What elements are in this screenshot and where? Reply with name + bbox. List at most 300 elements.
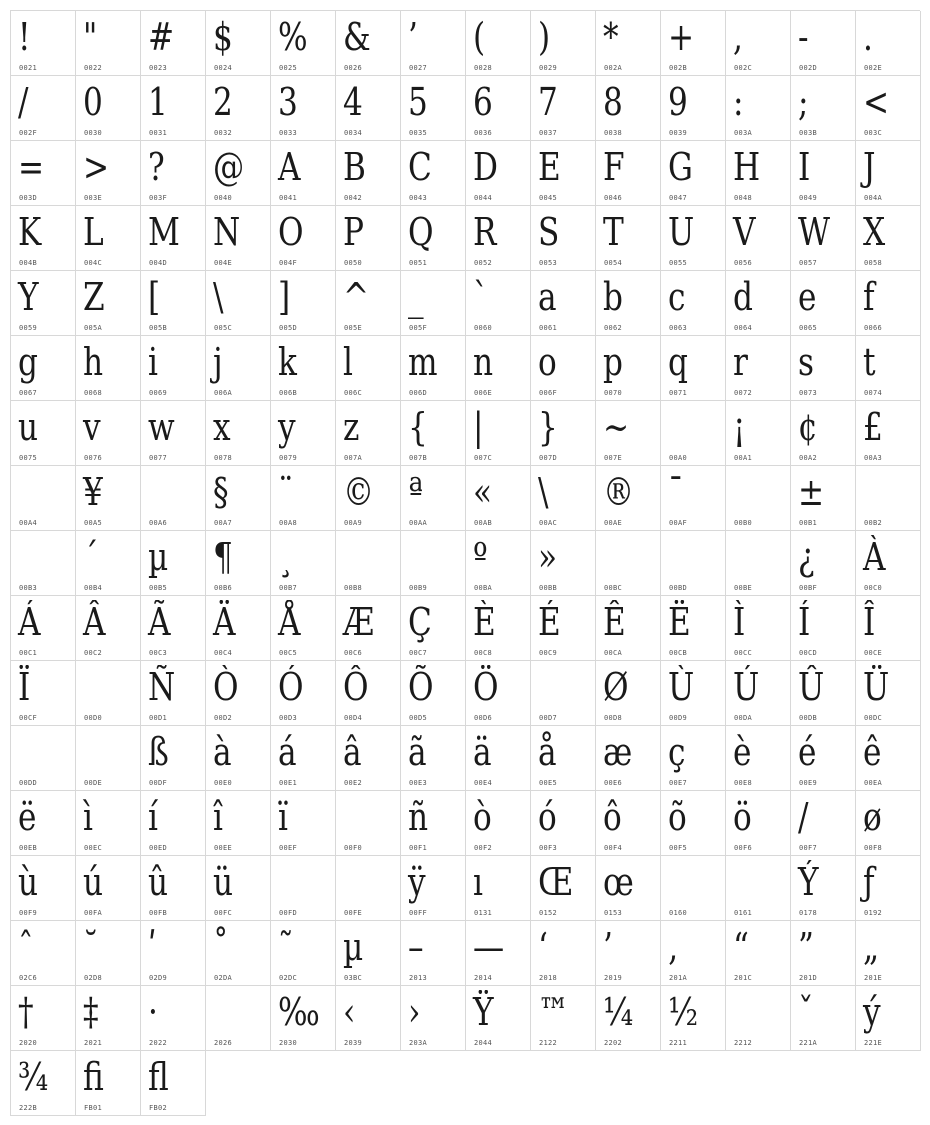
glyph-cell [791, 141, 856, 206]
glyph-cell [596, 11, 661, 76]
glyph-cell [726, 986, 791, 1051]
glyph-character: Y [18, 275, 39, 319]
glyph-character: È [473, 600, 496, 644]
glyph-codepoint: 006B [279, 389, 298, 397]
glyph-codepoint: 02DA [214, 974, 233, 982]
glyph-cell [336, 401, 401, 466]
glyph-character: ) [538, 15, 551, 59]
glyph-codepoint: 004B [19, 259, 38, 267]
glyph-codepoint: 02D9 [149, 974, 168, 982]
glyph-codepoint: 0076 [84, 454, 103, 462]
glyph-character: „ [863, 925, 880, 969]
glyph-character: í [148, 795, 158, 839]
glyph-cell [141, 986, 206, 1051]
glyph-codepoint: 00B3 [19, 584, 38, 592]
glyph-codepoint: 0052 [474, 259, 493, 267]
glyph-codepoint: 006F [539, 389, 558, 397]
glyph-cell [531, 791, 596, 856]
glyph-cell [791, 206, 856, 271]
glyph-codepoint: 00EF [279, 844, 298, 852]
glyph-cell [206, 206, 271, 271]
glyph-character: B [343, 145, 366, 189]
glyph-codepoint: 0131 [474, 909, 493, 917]
glyph-character: ô [603, 795, 622, 839]
glyph-cell [531, 596, 596, 661]
glyph-codepoint: 007A [344, 454, 363, 462]
glyph-character: 9 [668, 80, 688, 124]
glyph-character: ù [18, 860, 39, 904]
glyph-character: o [538, 340, 557, 384]
glyph-codepoint: 00DF [149, 779, 168, 787]
glyph-character: K [18, 210, 42, 254]
glyph-codepoint: 00E3 [409, 779, 428, 787]
glyph-cell [206, 336, 271, 401]
glyph-cell [466, 11, 531, 76]
glyph-cell [791, 986, 856, 1051]
glyph-cell [141, 466, 206, 531]
glyph-cell [466, 531, 531, 596]
glyph-character: Ç [408, 600, 432, 644]
glyph-codepoint: 0046 [604, 194, 623, 202]
glyph-codepoint: 00CA [604, 649, 623, 657]
glyph-codepoint: 0067 [19, 389, 38, 397]
glyph-codepoint: 0051 [409, 259, 428, 267]
glyph-codepoint: 0152 [539, 909, 558, 917]
glyph-codepoint: 0192 [864, 909, 883, 917]
glyph-codepoint: 02DC [279, 974, 298, 982]
glyph-character: U [668, 210, 695, 254]
glyph-character: À [863, 535, 886, 579]
glyph-codepoint: 0063 [669, 324, 688, 332]
glyph-character: d [733, 275, 753, 319]
glyph-codepoint: 00BD [669, 584, 688, 592]
glyph-cell [596, 76, 661, 141]
glyph-codepoint: 00EA [864, 779, 883, 787]
glyph-character: 8 [603, 80, 623, 124]
glyph-codepoint: 00A6 [149, 519, 168, 527]
glyph-cell [791, 76, 856, 141]
glyph-cell [596, 596, 661, 661]
glyph-codepoint: 0025 [279, 64, 298, 72]
glyph-character: ® [603, 470, 635, 514]
glyph-codepoint: 00E0 [214, 779, 233, 787]
glyph-character: V [733, 210, 756, 254]
glyph-codepoint: 00F3 [539, 844, 558, 852]
glyph-character: Û [798, 665, 825, 709]
glyph-character: ﬂ [148, 1055, 169, 1099]
glyph-cell [856, 596, 921, 661]
glyph-cell [336, 856, 401, 921]
glyph-character: . [863, 15, 873, 59]
glyph-character: Ê [603, 600, 626, 644]
glyph-cell [466, 141, 531, 206]
glyph-codepoint: 00A0 [669, 454, 688, 462]
glyph-codepoint: 00BE [734, 584, 753, 592]
glyph-codepoint: 0036 [474, 129, 493, 137]
glyph-cell [726, 726, 791, 791]
glyph-codepoint: 2020 [19, 1039, 38, 1047]
glyph-codepoint: 0054 [604, 259, 623, 267]
glyph-character: S [538, 210, 560, 254]
glyph-codepoint: 00F9 [19, 909, 38, 917]
glyph-cell [856, 986, 921, 1051]
glyph-cell [206, 921, 271, 986]
glyph-codepoint: 0075 [19, 454, 38, 462]
glyph-codepoint: 00A5 [84, 519, 103, 527]
glyph-codepoint: 00EE [214, 844, 233, 852]
glyph-character: ä [473, 730, 492, 774]
glyph-cell [76, 531, 141, 596]
glyph-cell [726, 271, 791, 336]
glyph-cell [466, 791, 531, 856]
glyph-codepoint: 0049 [799, 194, 818, 202]
glyph-character: / [18, 80, 29, 124]
glyph-character: Ý [798, 860, 819, 904]
glyph-cell [141, 1051, 206, 1116]
glyph-character: 6 [473, 80, 493, 124]
glyph-character: ! [18, 15, 31, 59]
glyph-codepoint: FB01 [84, 1104, 103, 1112]
glyph-character: @ [213, 145, 245, 189]
glyph-character: “ [733, 925, 749, 969]
glyph-cell [661, 141, 726, 206]
glyph-cell [206, 466, 271, 531]
glyph-codepoint: 2019 [604, 974, 623, 982]
glyph-cell [531, 661, 596, 726]
glyph-cell [271, 596, 336, 661]
glyph-codepoint: 002E [864, 64, 883, 72]
glyph-cell [791, 596, 856, 661]
glyph-character: Ã [148, 600, 171, 644]
glyph-cell [661, 336, 726, 401]
glyph-codepoint: 00B5 [149, 584, 168, 592]
glyph-character: — [473, 925, 505, 969]
glyph-character: Ÿ [473, 990, 494, 1034]
glyph-codepoint: FB02 [149, 1104, 168, 1112]
glyph-cell [661, 11, 726, 76]
glyph-codepoint: 0037 [539, 129, 558, 137]
glyph-cell [856, 76, 921, 141]
glyph-character: } [538, 405, 558, 449]
glyph-codepoint: 00ED [149, 844, 168, 852]
glyph-codepoint: 002F [19, 129, 38, 137]
glyph-codepoint: 00FB [149, 909, 168, 917]
glyph-codepoint: 00FF [409, 909, 428, 917]
glyph-character: f [863, 275, 875, 319]
glyph-cell [466, 596, 531, 661]
glyph-cell [791, 661, 856, 726]
glyph-codepoint: 0064 [734, 324, 753, 332]
glyph-cell [401, 271, 466, 336]
glyph-codepoint: 0026 [344, 64, 363, 72]
glyph-character: { [408, 405, 428, 449]
glyph-character: Õ [408, 665, 434, 709]
glyph-character: Ù [668, 665, 695, 709]
glyph-cell [661, 661, 726, 726]
glyph-codepoint: 2013 [409, 974, 428, 982]
glyph-cell [531, 336, 596, 401]
glyph-cell [206, 531, 271, 596]
glyph-codepoint: 00FA [84, 909, 103, 917]
glyph-character: ƒ [863, 860, 875, 904]
glyph-character: ß [148, 730, 169, 774]
glyph-codepoint: 221A [799, 1039, 818, 1047]
glyph-codepoint: 0039 [669, 129, 688, 137]
glyph-codepoint: 0031 [149, 129, 168, 137]
glyph-character: % [278, 15, 308, 59]
glyph-codepoint: 0072 [734, 389, 753, 397]
glyph-cell [401, 11, 466, 76]
glyph-character: é [798, 730, 817, 774]
glyph-codepoint: 00C6 [344, 649, 363, 657]
glyph-character: Ä [213, 600, 236, 644]
glyph-codepoint: 00D4 [344, 714, 363, 722]
glyph-codepoint: 0068 [84, 389, 103, 397]
glyph-character: k [278, 340, 297, 384]
glyph-cell [336, 11, 401, 76]
glyph-cell [11, 791, 76, 856]
glyph-cell [661, 531, 726, 596]
glyph-codepoint: 00AC [539, 519, 558, 527]
glyph-cell [141, 531, 206, 596]
glyph-cell [596, 921, 661, 986]
glyph-codepoint: 0050 [344, 259, 363, 267]
glyph-codepoint: 0055 [669, 259, 688, 267]
glyph-codepoint: 00EB [19, 844, 38, 852]
glyph-cell [11, 141, 76, 206]
glyph-character: n [473, 340, 494, 384]
glyph-character: l [343, 340, 353, 384]
glyph-codepoint: 003B [799, 129, 818, 137]
glyph-codepoint: 0045 [539, 194, 558, 202]
glyph-codepoint: 00C0 [864, 584, 883, 592]
glyph-cell [76, 726, 141, 791]
glyph-cell [76, 336, 141, 401]
glyph-cell [726, 11, 791, 76]
glyph-character: ´ [83, 535, 99, 579]
glyph-character: ¶ [213, 535, 233, 579]
glyph-cell [336, 336, 401, 401]
glyph-character: © [343, 470, 375, 514]
glyph-character: ó [538, 795, 557, 839]
glyph-codepoint: 00D7 [539, 714, 558, 722]
glyph-cell [726, 856, 791, 921]
glyph-cell [11, 11, 76, 76]
glyph-cell [271, 141, 336, 206]
glyph-codepoint: 0065 [799, 324, 818, 332]
glyph-character: î [213, 795, 223, 839]
glyph-character: ‚ [668, 925, 678, 969]
glyph-character: ò [473, 795, 492, 839]
glyph-cell [531, 986, 596, 1051]
glyph-codepoint: 004A [864, 194, 883, 202]
glyph-cell [141, 141, 206, 206]
glyph-codepoint: 2122 [539, 1039, 558, 1047]
glyph-character: Í [798, 600, 811, 644]
glyph-cell [726, 76, 791, 141]
glyph-cell [401, 401, 466, 466]
glyph-character: Ö [473, 665, 499, 709]
glyph-cell [206, 661, 271, 726]
glyph-codepoint: 00D6 [474, 714, 493, 722]
glyph-codepoint: 007E [604, 454, 623, 462]
glyph-cell [661, 726, 726, 791]
glyph-codepoint: 00C5 [279, 649, 298, 657]
glyph-cell [11, 466, 76, 531]
glyph-codepoint: 002B [669, 64, 688, 72]
glyph-codepoint: 201D [799, 974, 818, 982]
glyph-cell [726, 141, 791, 206]
glyph-character: ™ [538, 990, 570, 1034]
glyph-cell [141, 596, 206, 661]
glyph-cell [596, 856, 661, 921]
glyph-codepoint: 0073 [799, 389, 818, 397]
glyph-cell [206, 596, 271, 661]
glyph-character: ì [83, 795, 93, 839]
glyph-cell [11, 206, 76, 271]
glyph-codepoint: 00D9 [669, 714, 688, 722]
glyph-cell [271, 76, 336, 141]
glyph-codepoint: 0023 [149, 64, 168, 72]
glyph-codepoint: 00AE [604, 519, 623, 527]
glyph-codepoint: 00E6 [604, 779, 623, 787]
glyph-character: Ì [733, 600, 746, 644]
glyph-codepoint: 00A7 [214, 519, 233, 527]
glyph-codepoint: 0071 [669, 389, 688, 397]
glyph-character: 2 [213, 80, 233, 124]
glyph-cell [531, 726, 596, 791]
glyph-character: ± [798, 470, 825, 514]
glyph-codepoint: 00B1 [799, 519, 818, 527]
glyph-cell [596, 141, 661, 206]
glyph-codepoint: 005B [149, 324, 168, 332]
glyph-codepoint: 005D [279, 324, 298, 332]
glyph-cell [76, 1051, 141, 1116]
glyph-codepoint: 004D [149, 259, 168, 267]
glyph-cell [856, 531, 921, 596]
glyph-codepoint: 00E1 [279, 779, 298, 787]
glyph-character: F [603, 145, 625, 189]
glyph-cell [466, 206, 531, 271]
glyph-character: ø [863, 795, 882, 839]
glyph-codepoint: 00A1 [734, 454, 753, 462]
glyph-character: w [148, 405, 175, 449]
glyph-cell [856, 336, 921, 401]
glyph-codepoint: 007D [539, 454, 558, 462]
glyph-codepoint: 00A4 [19, 519, 38, 527]
glyph-cell [791, 336, 856, 401]
glyph-cell [531, 531, 596, 596]
glyph-codepoint: 2202 [604, 1039, 623, 1047]
glyph-codepoint: 2026 [214, 1039, 233, 1047]
glyph-cell [141, 206, 206, 271]
glyph-cell [206, 271, 271, 336]
glyph-cell [336, 141, 401, 206]
glyph-cell [11, 531, 76, 596]
glyph-codepoint: 006E [474, 389, 493, 397]
glyph-character: º [473, 535, 488, 579]
glyph-codepoint: 2039 [344, 1039, 363, 1047]
glyph-character: m [408, 340, 438, 384]
glyph-cell [76, 141, 141, 206]
glyph-character: Q [408, 210, 434, 254]
glyph-cell [726, 466, 791, 531]
glyph-cell [11, 271, 76, 336]
glyph-character: p [603, 340, 623, 384]
glyph-cell [596, 466, 661, 531]
glyph-cell [726, 401, 791, 466]
glyph-cell [11, 76, 76, 141]
glyph-character: ˆ [18, 925, 34, 969]
glyph-character: I [798, 145, 811, 189]
glyph-cell [466, 661, 531, 726]
glyph-codepoint: 00E7 [669, 779, 688, 787]
glyph-character: û [148, 860, 169, 904]
glyph-codepoint: 00BA [474, 584, 493, 592]
glyph-cell [661, 791, 726, 856]
glyph-character: ‘ [538, 925, 548, 969]
glyph-character: G [668, 145, 693, 189]
glyph-character: W [798, 210, 831, 254]
glyph-character: ‹ [343, 990, 356, 1034]
glyph-codepoint: 00F0 [344, 844, 363, 852]
glyph-cell [401, 141, 466, 206]
glyph-codepoint: 003A [734, 129, 753, 137]
glyph-codepoint: 02D8 [84, 974, 103, 982]
glyph-character: æ [603, 730, 633, 774]
glyph-character: ’ [603, 925, 613, 969]
glyph-cell [531, 11, 596, 76]
glyph-codepoint: 03BC [344, 974, 363, 982]
glyph-cell [856, 11, 921, 76]
glyph-cell [401, 661, 466, 726]
glyph-cell [11, 1051, 76, 1116]
glyph-codepoint: 2021 [84, 1039, 103, 1047]
glyph-codepoint: 00FD [279, 909, 298, 917]
glyph-character: ` [473, 275, 489, 319]
glyph-cell [596, 726, 661, 791]
glyph-cell [76, 206, 141, 271]
glyph-cell [76, 596, 141, 661]
glyph-cell [596, 401, 661, 466]
glyph-character: M [148, 210, 180, 254]
glyph-character: ª [408, 470, 423, 514]
glyph-cell [856, 921, 921, 986]
glyph-character: ñ [408, 795, 429, 839]
glyph-character: R [473, 210, 497, 254]
glyph-codepoint: 006C [344, 389, 363, 397]
glyph-character: µ [148, 535, 169, 579]
glyph-codepoint: 0027 [409, 64, 428, 72]
glyph-codepoint: 222B [19, 1104, 38, 1112]
glyph-cell [336, 921, 401, 986]
glyph-codepoint: 0057 [799, 259, 818, 267]
glyph-cell [531, 401, 596, 466]
glyph-character: á [278, 730, 297, 774]
glyph-cell [206, 791, 271, 856]
glyph-cell [206, 141, 271, 206]
glyph-character: P [343, 210, 364, 254]
glyph-codepoint: 003C [864, 129, 883, 137]
glyph-cell [531, 921, 596, 986]
glyph-cell [141, 856, 206, 921]
glyph-cell [141, 726, 206, 791]
glyph-character: Ø [603, 665, 629, 709]
glyph-cell [661, 856, 726, 921]
glyph-cell [596, 791, 661, 856]
glyph-cell [596, 986, 661, 1051]
glyph-cell [141, 271, 206, 336]
